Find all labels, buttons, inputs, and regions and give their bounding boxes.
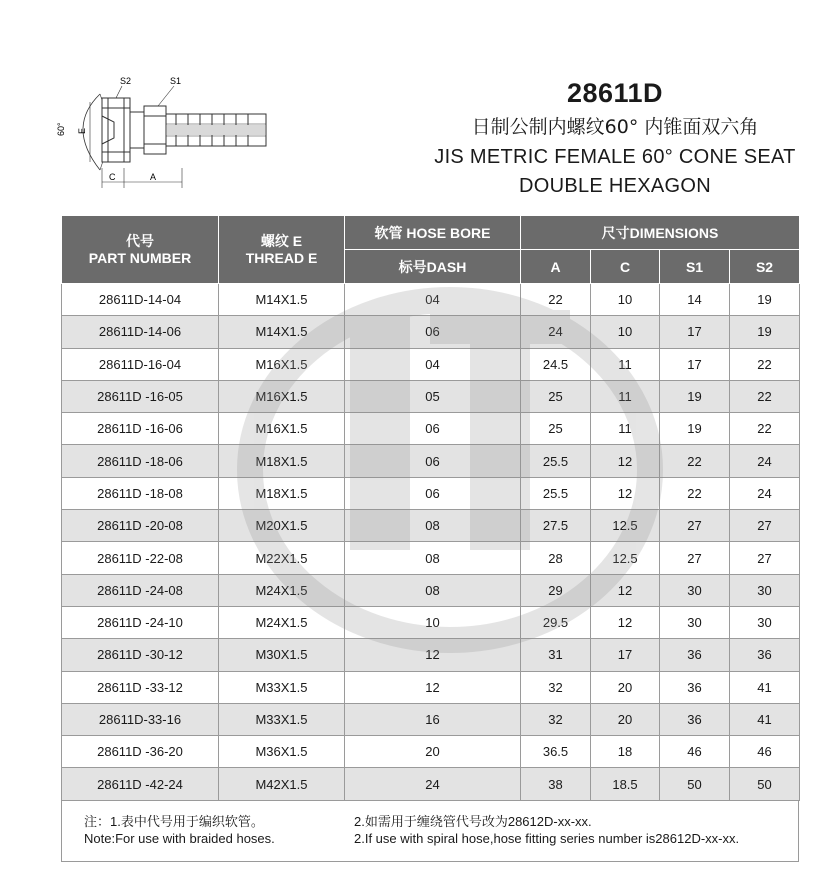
cell-c: 20	[591, 671, 660, 703]
note-right-cn: 2.如需用于缠绕管代号改为28612D-xx-xx.	[354, 814, 592, 829]
cell-a: 29.5	[521, 606, 591, 638]
cell-part: 28611D -30-12	[62, 639, 219, 671]
table-row	[62, 703, 800, 735]
cell-dash: 16	[345, 703, 521, 735]
cell-s2: 50	[730, 768, 800, 800]
cell-a: 36.5	[521, 736, 591, 768]
cell-a: 31	[521, 639, 591, 671]
cell-a: 24.5	[521, 348, 591, 380]
cell-thread: M18X1.5	[219, 477, 345, 509]
cell-part: 28611D-14-06	[62, 316, 219, 348]
cell-a: 22	[521, 284, 591, 316]
cell-s2: 22	[730, 348, 800, 380]
header-part-number	[62, 216, 219, 284]
cell-part: 28611D -16-05	[62, 380, 219, 412]
cell-dash: 08	[345, 542, 521, 574]
cell-thread: M42X1.5	[219, 768, 345, 800]
cell-s1: 30	[660, 574, 730, 606]
label-c: C	[109, 172, 116, 182]
cell-c: 11	[591, 348, 660, 380]
cell-dash: 10	[345, 606, 521, 638]
cell-s1: 17	[660, 348, 730, 380]
cell-part: 28611D -16-06	[62, 413, 219, 445]
cell-part: 28611D -20-08	[62, 510, 219, 542]
table-row	[62, 316, 800, 348]
cell-s2: 36	[730, 639, 800, 671]
cell-a: 27.5	[521, 510, 591, 542]
cell-dash: 12	[345, 639, 521, 671]
table-row	[62, 736, 800, 768]
cell-s1: 14	[660, 284, 730, 316]
header-thread-en: THREAD E	[245, 249, 318, 266]
cell-thread: M30X1.5	[219, 639, 345, 671]
cell-s1: 27	[660, 510, 730, 542]
header-dash: 标号DASH	[345, 250, 521, 284]
cell-s2: 22	[730, 380, 800, 412]
cell-dash: 06	[345, 316, 521, 348]
cell-a: 32	[521, 703, 591, 735]
cell-s2: 41	[730, 671, 800, 703]
label-s1: S1	[170, 76, 182, 86]
header-c: C	[591, 250, 660, 284]
cell-dash: 06	[345, 445, 521, 477]
header-part-number-cn: 代号	[126, 232, 154, 249]
header-part-number-en: PART NUMBER	[88, 249, 192, 266]
cell-thread: M24X1.5	[219, 606, 345, 638]
cell-thread: M36X1.5	[219, 736, 345, 768]
cell-s2: 27	[730, 510, 800, 542]
cell-a: 25.5	[521, 445, 591, 477]
cell-c: 12	[591, 445, 660, 477]
cell-part: 28611D -24-08	[62, 574, 219, 606]
label-a: A	[150, 172, 157, 182]
cell-dash: 20	[345, 736, 521, 768]
cell-dash: 24	[345, 768, 521, 800]
cell-c: 17	[591, 639, 660, 671]
cell-part: 28611D -18-08	[62, 477, 219, 509]
label-s2: S2	[120, 76, 132, 86]
table-row	[62, 768, 800, 800]
cell-thread: M24X1.5	[219, 574, 345, 606]
table-row	[62, 348, 800, 380]
note-right	[354, 813, 739, 847]
cell-c: 12.5	[591, 510, 660, 542]
cell-a: 24	[521, 316, 591, 348]
notes-box	[61, 801, 799, 862]
cell-s1: 22	[660, 477, 730, 509]
table-row	[62, 542, 800, 574]
table-row	[62, 284, 800, 316]
cell-a: 32	[521, 671, 591, 703]
note-left	[84, 813, 275, 847]
title-block	[420, 76, 810, 200]
cell-dash: 04	[345, 284, 521, 316]
table-row	[62, 445, 800, 477]
cell-s2: 24	[730, 445, 800, 477]
table-body	[62, 284, 800, 801]
cell-c: 12	[591, 477, 660, 509]
cell-a: 28	[521, 542, 591, 574]
cell-s2: 46	[730, 736, 800, 768]
title-english-line2: DOUBLE HEXAGON	[518, 175, 712, 197]
cell-thread: M14X1.5	[219, 316, 345, 348]
cell-part: 28611D-33-16	[62, 703, 219, 735]
cell-s1: 36	[660, 703, 730, 735]
cell-dash: 06	[345, 477, 521, 509]
cell-part: 28611D -24-10	[62, 606, 219, 638]
cell-part: 28611D -22-08	[62, 542, 219, 574]
cell-a: 29	[521, 574, 591, 606]
cell-s2: 27	[730, 542, 800, 574]
cell-dash: 05	[345, 380, 521, 412]
cell-s1: 30	[660, 606, 730, 638]
dimensions-table	[61, 215, 800, 801]
cell-s1: 50	[660, 768, 730, 800]
cell-part: 28611D-14-04	[62, 284, 219, 316]
cell-dash: 08	[345, 510, 521, 542]
cell-part: 28611D -36-20	[62, 736, 219, 768]
cell-part: 28611D -42-24	[62, 768, 219, 800]
header-s1: S1	[660, 250, 730, 284]
cell-s2: 19	[730, 284, 800, 316]
cell-s2: 22	[730, 413, 800, 445]
table-row	[62, 574, 800, 606]
cell-c: 10	[591, 284, 660, 316]
table-row	[62, 380, 800, 412]
cell-dash: 04	[345, 348, 521, 380]
table-row	[62, 606, 800, 638]
cell-a: 38	[521, 768, 591, 800]
cell-c: 18.5	[591, 768, 660, 800]
cell-s2: 30	[730, 606, 800, 638]
cell-thread: M33X1.5	[219, 671, 345, 703]
cell-c: 12	[591, 574, 660, 606]
cell-c: 11	[591, 413, 660, 445]
cell-thread: M16X1.5	[219, 413, 345, 445]
cell-s1: 36	[660, 639, 730, 671]
cell-dash: 08	[345, 574, 521, 606]
cell-dash: 12	[345, 671, 521, 703]
cell-s1: 19	[660, 380, 730, 412]
cell-s1: 36	[660, 671, 730, 703]
table-row	[62, 639, 800, 671]
table-row	[62, 510, 800, 542]
cell-thread: M18X1.5	[219, 445, 345, 477]
cell-s2: 30	[730, 574, 800, 606]
cell-thread: M33X1.5	[219, 703, 345, 735]
cell-dash: 06	[345, 413, 521, 445]
cell-c: 20	[591, 703, 660, 735]
cell-s2: 41	[730, 703, 800, 735]
header-s2: S2	[730, 250, 800, 284]
cell-c: 12.5	[591, 542, 660, 574]
cell-c: 12	[591, 606, 660, 638]
header-thread	[219, 216, 345, 284]
cell-s1: 46	[660, 736, 730, 768]
note-left-cn: 注：1.表中代号用于编织软管。	[84, 814, 264, 829]
label-e: E	[77, 127, 87, 134]
cell-thread: M14X1.5	[219, 284, 345, 316]
cell-c: 18	[591, 736, 660, 768]
header-dimensions: 尺寸DIMENSIONS	[521, 216, 800, 250]
note-left-en: Note:For use with braided hoses.	[84, 831, 275, 846]
table-row	[62, 671, 800, 703]
cell-a: 25	[521, 380, 591, 412]
cell-s1: 17	[660, 316, 730, 348]
fitting-drawing	[58, 72, 288, 197]
header-thread-cn: 螺纹 E	[260, 232, 303, 249]
cell-thread: M16X1.5	[219, 348, 345, 380]
table-row	[62, 477, 800, 509]
cell-part: 28611D -18-06	[62, 445, 219, 477]
cell-thread: M16X1.5	[219, 380, 345, 412]
cell-s2: 24	[730, 477, 800, 509]
page-title: 28611D	[566, 78, 664, 108]
label-angle: 60°	[56, 122, 66, 136]
cell-part: 28611D -33-12	[62, 671, 219, 703]
dimensions-table-wrapper	[61, 215, 799, 801]
cell-c: 10	[591, 316, 660, 348]
cell-s1: 22	[660, 445, 730, 477]
cell-thread: M22X1.5	[219, 542, 345, 574]
cell-a: 25	[521, 413, 591, 445]
cell-c: 11	[591, 380, 660, 412]
note-right-en: 2.If use with spiral hose,hose fitting series number is28612D-xx-xx.	[354, 831, 740, 846]
cell-s1: 27	[660, 542, 730, 574]
header-hose-bore: 软管 HOSE BORE	[345, 216, 521, 250]
cell-a: 25.5	[521, 477, 591, 509]
cell-thread: M20X1.5	[219, 510, 345, 542]
table-row	[62, 413, 800, 445]
cell-s2: 19	[730, 316, 800, 348]
title-english-line1: JIS METRIC FEMALE 60° CONE SEAT	[434, 146, 796, 168]
cell-part: 28611D-16-04	[62, 348, 219, 380]
cell-s1: 19	[660, 413, 730, 445]
title-chinese: 日制公制内螺纹60° 内锥面双六角	[471, 116, 759, 138]
header-a: A	[521, 250, 591, 284]
